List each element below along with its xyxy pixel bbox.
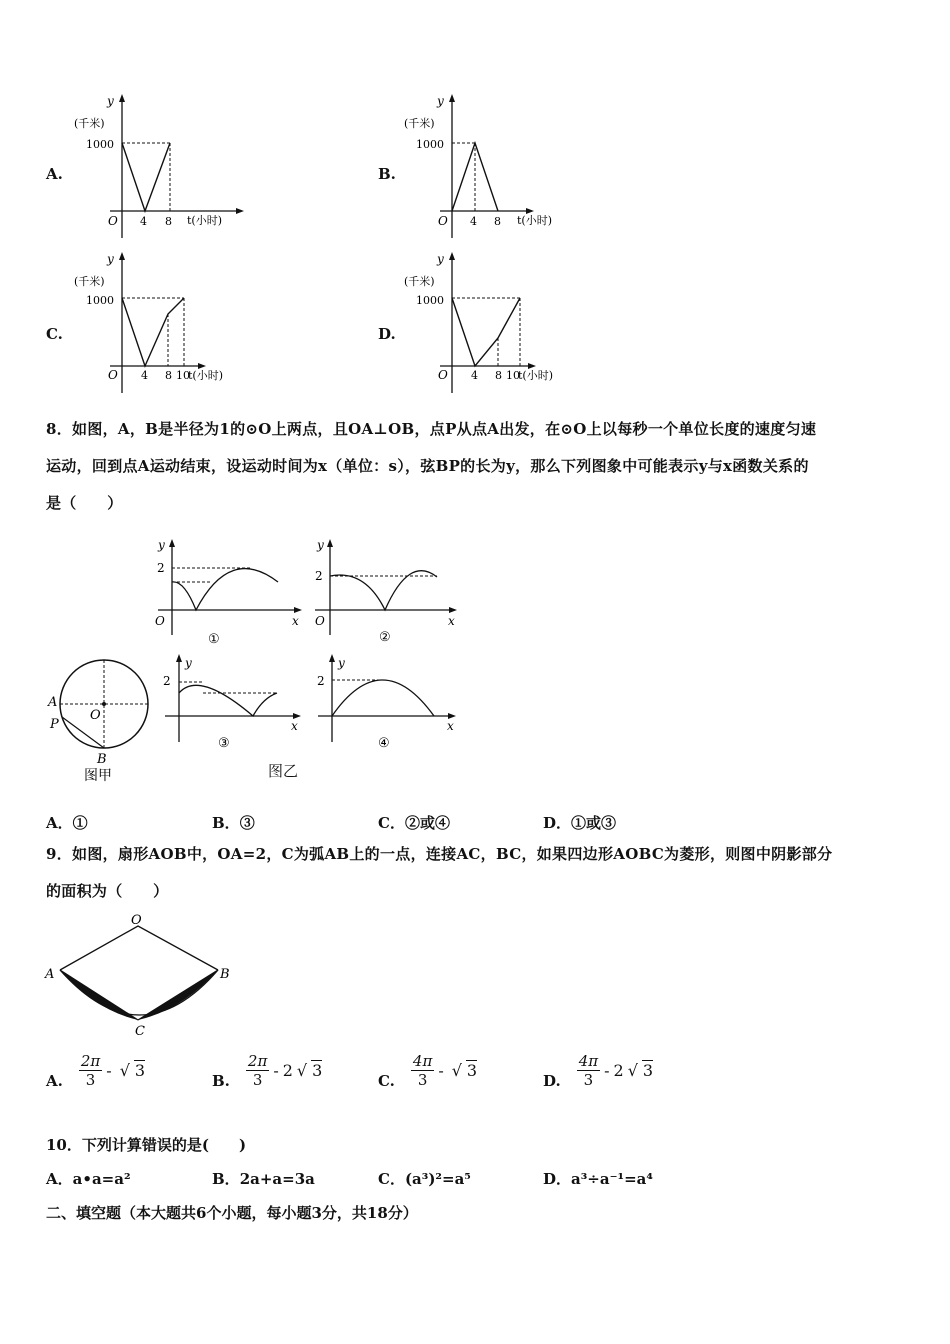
q7-graph-d-line [452, 298, 520, 366]
panel-3-label: ③ [218, 736, 230, 751]
y-1000-label: 1000 [86, 294, 114, 307]
q7-option-d-label[interactable]: D. [378, 325, 396, 343]
q10-option-c[interactable]: C．(a³)²=a⁵ [378, 1170, 471, 1188]
figure-yi-caption: 图乙 [268, 762, 299, 780]
x-label: x [447, 719, 454, 733]
o-label: O [155, 614, 165, 628]
o-label: O [315, 614, 325, 628]
q9-option-c[interactable]: C. $\frac{4\pi}{3}$ - √ 3 [378, 1051, 478, 1090]
q7-graph-a [60, 90, 260, 245]
origin-label: O [438, 214, 448, 228]
t-axis-label: t(小时) [187, 214, 223, 227]
y-1000-label: 1000 [416, 294, 444, 307]
q7-graph-a-line [122, 143, 170, 211]
point-a-label: A [45, 967, 55, 982]
y-axis-label: y [437, 252, 444, 266]
y-unit-label: (千米) [404, 117, 435, 130]
tick-8: 8 [165, 369, 172, 382]
q9-option-d[interactable]: D. $\frac{4\pi}{3}$ - 2 √ 3 [543, 1051, 654, 1090]
q9-option-a[interactable]: A. $\frac{2\pi}{3}$ - √ 3 [46, 1051, 146, 1090]
q7-graph-d [390, 248, 590, 398]
q7-option-b-label[interactable]: B. [378, 165, 396, 183]
q9-figure [40, 910, 235, 1040]
curve-3 [179, 685, 277, 716]
q8-option-d[interactable]: D．①或③ [543, 814, 617, 832]
point-c-label: C [135, 1024, 145, 1039]
q10-title: 10．下列计算错误的是( ) [46, 1136, 247, 1154]
q7-graph-b [390, 90, 590, 245]
q7-graph-c-line [122, 298, 184, 366]
y-unit-label: (千米) [74, 117, 105, 130]
q10-option-d[interactable]: D．a³÷a⁻¹=a⁴ [543, 1170, 653, 1188]
q8-graph-4 [310, 650, 470, 760]
point-p-label: P [50, 717, 59, 732]
tick-4: 4 [470, 215, 477, 228]
x-label: x [291, 719, 298, 733]
q8-stem [46, 411, 916, 522]
point-a-label: A [48, 695, 58, 710]
two-label: 2 [157, 561, 165, 575]
t-axis-label: t(小时) [517, 214, 553, 227]
q7-option-a-label[interactable]: A. [46, 165, 63, 183]
x-label: x [448, 614, 455, 628]
point-b-label: B [220, 967, 230, 982]
q10-option-a[interactable]: A．a•a=a² [46, 1170, 131, 1188]
tick-4: 4 [471, 369, 478, 382]
y-axis-label: y [437, 94, 444, 108]
origin-label: O [108, 368, 118, 382]
figure-jia-caption: 图甲 [84, 768, 112, 784]
y-1000-label: 1000 [416, 138, 444, 151]
two-label: 2 [317, 674, 325, 688]
tick-8: 8 [165, 215, 172, 228]
y-label: y [158, 538, 165, 552]
q10-option-b[interactable]: B．2a+a=3a [212, 1170, 315, 1188]
q8-line-1: 8．如图，A，B是半径为1的⊙O上两点，且OA⊥OB，点P从点A出发，在⊙O上以每秒一个单位长度的速度匀速 [46, 420, 817, 438]
t-axis-label: t(小时) [518, 369, 554, 382]
q8-option-c[interactable]: C．②或④ [378, 814, 450, 832]
point-o-label: O [90, 708, 101, 723]
q8-option-b[interactable]: B．③ [212, 814, 255, 832]
tick-8: 8 [495, 369, 502, 382]
y-label: y [185, 656, 192, 670]
tick-10: 10 [176, 369, 190, 382]
y-1000-label: 1000 [86, 138, 114, 151]
q7-option-c-label[interactable]: C. [46, 325, 63, 343]
tick-4: 4 [140, 215, 147, 228]
y-axis-label: y [107, 252, 114, 266]
q9-line-1: 9．如图，扇形AOB中，OA=2，C为弧AB上的一点，连接AC，BC，如果四边形AOBC为菱形，则图中阴影部分 [46, 845, 833, 863]
q9-option-b[interactable]: B. $\frac{2\pi}{3}$ - 2 √ 3 [212, 1051, 323, 1090]
point-b-label: B [97, 752, 107, 767]
y-unit-label: (千米) [74, 275, 105, 288]
curve-2 [330, 571, 437, 610]
q8-line-3: 是（ ） [46, 494, 123, 512]
q9-stem [46, 836, 916, 910]
q7-graph-c [60, 248, 260, 398]
q8-graph-1 [150, 535, 310, 655]
x-label: x [292, 614, 299, 628]
section-2-title: 二、填空题（本大题共6个小题，每小题3分，共18分） [46, 1204, 418, 1222]
y-label: y [338, 656, 345, 670]
origin-label: O [438, 368, 448, 382]
q8-line-2: 运动，回到点A运动结束，设运动时间为x（单位：s），弦BP的长为y，那么下列图象中可能表示y与x函数关系的 [46, 457, 809, 475]
t-axis-label: t(小时) [188, 369, 224, 382]
q8-graph-3 [155, 650, 315, 760]
panel-1-label: ① [208, 632, 220, 647]
y-label: y [317, 538, 324, 552]
curve-4 [332, 680, 434, 716]
tick-8: 8 [494, 215, 501, 228]
tick-4: 4 [141, 369, 148, 382]
q8-figure-jia [40, 655, 160, 790]
curve-1 [172, 569, 278, 610]
two-label: 2 [315, 569, 323, 583]
panel-2-label: ② [379, 630, 391, 645]
q9-line-2: 的面积为（ ） [46, 882, 169, 900]
origin-label: O [108, 214, 118, 228]
y-unit-label: (千米) [404, 275, 435, 288]
tick-10: 10 [506, 369, 520, 382]
q8-graph-2 [305, 535, 465, 655]
panel-4-label: ④ [378, 736, 390, 751]
q8-option-a[interactable]: A．① [46, 814, 88, 832]
two-label: 2 [163, 674, 171, 688]
y-axis-label: y [107, 94, 114, 108]
point-o-label: O [131, 913, 142, 928]
